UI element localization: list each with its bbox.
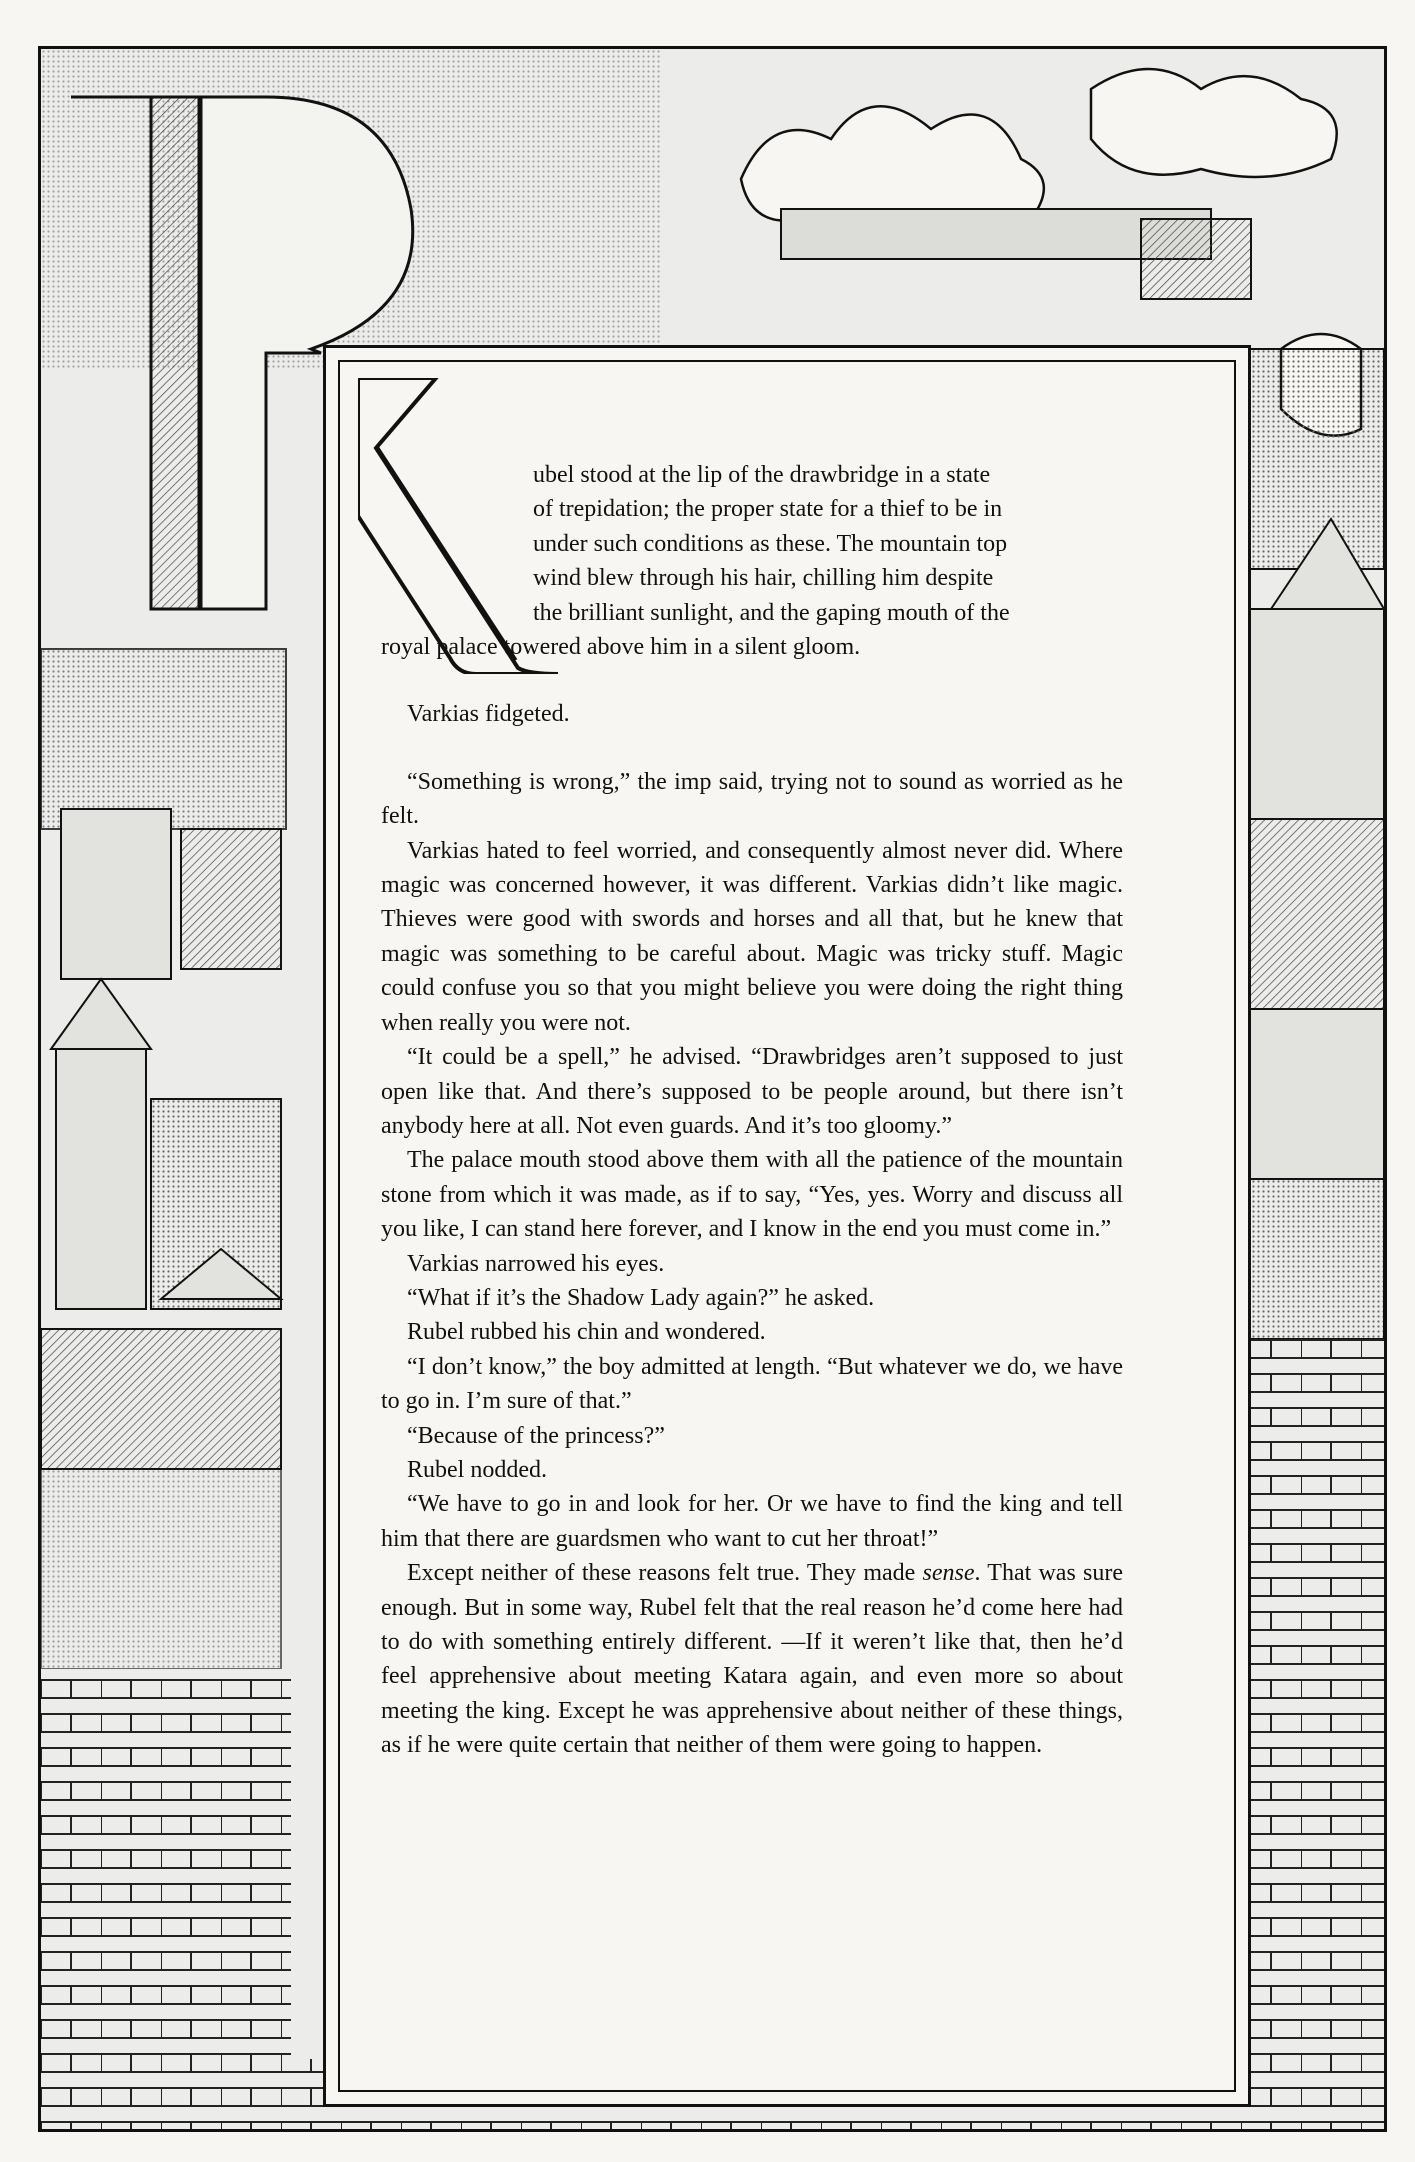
paragraph-10: “I don’t know,” the boy admitted at length. “But whatever we do, we have to go in. I’m sure of that.” bbox=[381, 1353, 1123, 1415]
paragraph-9: Rubel rubbed his chin and wondered. bbox=[407, 1319, 766, 1346]
opening-tail: royal palace towered above him in a silent gloom. bbox=[381, 634, 861, 661]
paragraph-12: Rubel nodded. bbox=[407, 1456, 547, 1483]
paragraph-4: Varkias hated to feel worried, and consequently almost never did. Where magic was concerned however, it was different. Varkias didn’t like magic. Thieves were good with swords and horses and all that, but he knew that magic was something to be careful about. Magic was tricky stuff. Magic could confuse you so that you might believe you were doing the right thing when really you were not. bbox=[381, 837, 1123, 1036]
opening-line-3: under such conditions as these. The mountain top bbox=[533, 530, 1008, 557]
paragraph-14-emphasis: sense bbox=[922, 1560, 975, 1587]
opening-line-4: wind blew through his hair, chilling him despite bbox=[533, 565, 994, 592]
paragraph-14-part-b: . That was sure enough. But in some way, Rubel felt that the real reason he’d come here had to do with something entirely different. —If it weren’t like that, then he’d feel apprehensive about meeting Katara again, and even more so about meeting the king. Except he was apprehensive about neither of these things, as if he were quite certain that neither of them were going to happen. bbox=[381, 1560, 1123, 1759]
opening-line-5: the brilliant sunlight, and the gaping mouth of the bbox=[533, 599, 1010, 626]
paragraph-13: “We have to go in and look for her. Or we have to find the king and tell him that there are guardsmen who want to cut her throat!” bbox=[381, 1491, 1123, 1552]
paragraph-3: “Something is wrong,” the imp said, trying not to sound as worried as he felt. bbox=[381, 768, 1123, 830]
story-text bbox=[381, 458, 1123, 1763]
opening-line-1: ubel stood at the lip of the drawbridge in a state bbox=[533, 462, 991, 488]
paragraph-11: “Because of the princess?” bbox=[407, 1422, 665, 1449]
paragraph-7: Varkias narrowed his eyes. bbox=[407, 1250, 665, 1277]
paragraph-14 bbox=[381, 1556, 1123, 1762]
paragraph-8: “What if it’s the Shadow Lady again?” he asked. bbox=[407, 1284, 875, 1311]
paragraph-14-part-a: Except neither of these reasons felt true. They made bbox=[407, 1560, 923, 1587]
paragraph-5: “It could be a spell,” he advised. “Drawbridges aren’t supposed to just open like that. And there’s supposed to be people around, but there isn’t anybody here at all. Not even guards. And it’s too gloomy.” bbox=[381, 1044, 1123, 1139]
opening-line-2: of trepidation; the proper state for a thief to be in bbox=[533, 496, 1003, 523]
paragraph-2: Varkias fidgeted. bbox=[407, 701, 570, 728]
paragraph-6: The palace mouth stood above them with all the patience of the mountain stone from which it was made, as if to say, “Yes, yes. Worry and discuss all you like, I can stand here forever, and I know in the end you must come in.” bbox=[381, 1147, 1123, 1243]
